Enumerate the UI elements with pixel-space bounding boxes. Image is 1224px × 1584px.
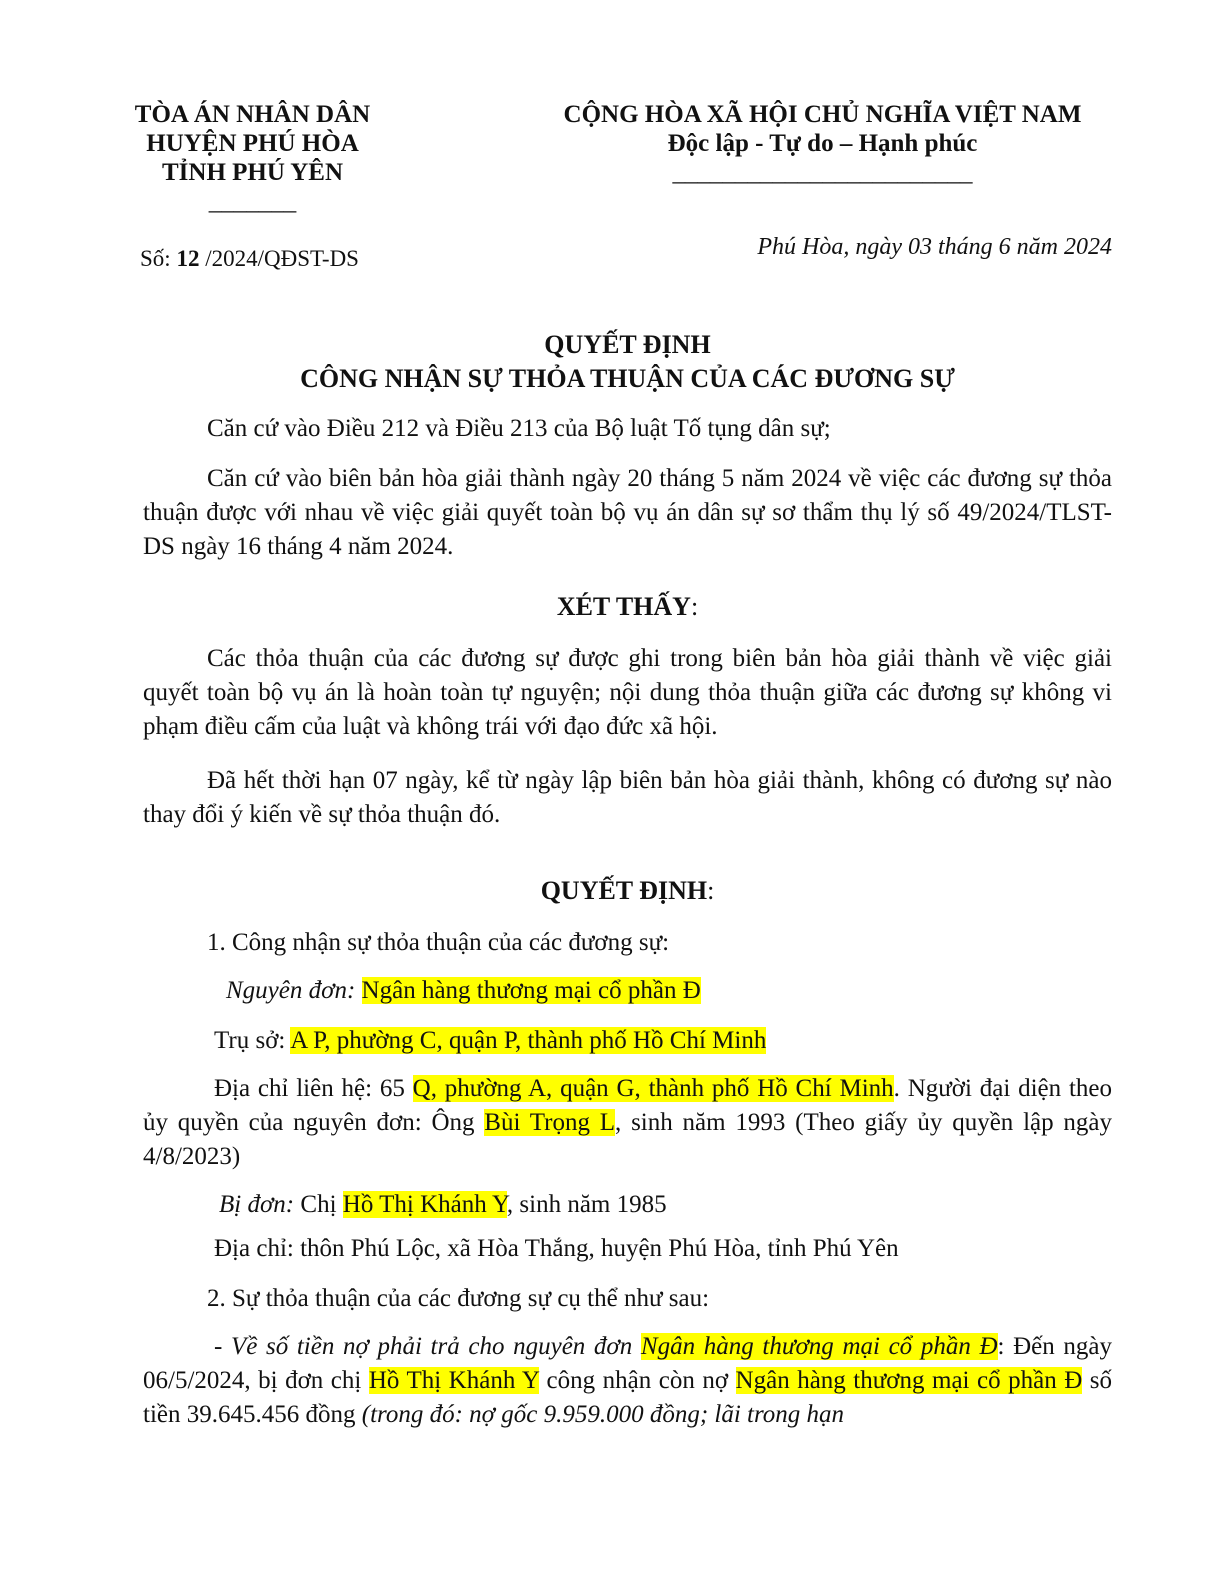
decision-heading-text: QUYẾT ĐỊNH bbox=[540, 876, 708, 905]
office-address: A P, phường C, quận P, thành phố Hồ Chí Minh bbox=[290, 1027, 767, 1054]
decision-heading-colon: : bbox=[707, 876, 715, 905]
court-rule: _______ bbox=[208, 188, 297, 215]
nation-header bbox=[530, 100, 1115, 187]
decision-heading bbox=[143, 876, 1112, 906]
plaintiff-name: Ngân hàng thương mại cổ phần Đ bbox=[361, 977, 701, 1004]
debt-text-3: số tiền 39.645.456 đồng bbox=[143, 1367, 1112, 1428]
representative-text-2: , sinh năm 1993 (Theo giấy ủy quyền lập ngày 4/8/2023) bbox=[143, 1109, 1112, 1170]
title-line1: QUYẾT ĐỊNH bbox=[544, 330, 711, 359]
debt-text-1: : Đến ngày 06/5/2024, bị đơn chị bbox=[143, 1333, 1112, 1394]
office-line bbox=[143, 1024, 1112, 1058]
number-suffix: /2024/QĐST-DS bbox=[199, 246, 359, 271]
nation-motto: Độc lập - Tự do – Hạnh phúc bbox=[667, 130, 978, 157]
debt-bank-name: Ngân hàng thương mại cổ phần Đ bbox=[640, 1333, 998, 1360]
debt-paragraph bbox=[143, 1330, 1112, 1432]
debt-intro: - Về số tiền nợ phải trả cho nguyên đơn bbox=[214, 1333, 641, 1360]
court-name-line1: TÒA ÁN NHÂN DÂN bbox=[134, 101, 371, 128]
defendant-line bbox=[143, 1188, 1112, 1222]
defendant-address: Địa chỉ: thôn Phú Lộc, xã Hòa Thắng, huyện Phú Hòa, tỉnh Phú Yên bbox=[214, 1235, 899, 1262]
court-name-line3: TỈNH PHÚ YÊN bbox=[161, 159, 344, 186]
representative-name: Bùi Trọng L bbox=[484, 1109, 616, 1136]
document-title bbox=[143, 328, 1112, 396]
plaintiff-label: Nguyên đơn: bbox=[226, 977, 356, 1004]
defendant-label: Bị đơn: bbox=[219, 1191, 295, 1218]
place-date: Phú Hòa, ngày 03 tháng 6 năm 2024 bbox=[757, 234, 1112, 260]
contact-label: Địa chỉ liên hệ: 65 bbox=[214, 1075, 413, 1102]
title-line2: CÔNG NHẬN SỰ THỎA THUẬN CỦA CÁC ĐƯƠNG SỰ bbox=[300, 364, 955, 393]
debt-bank-name-2: Ngân hàng thương mại cổ phần Đ bbox=[735, 1367, 1083, 1394]
decision-item-1: 1. Công nhận sự thỏa thuận của các đương sự: bbox=[207, 929, 670, 956]
document-number bbox=[140, 246, 359, 272]
court-name-line2: HUYỆN PHÚ HÒA bbox=[146, 130, 359, 157]
court-header bbox=[110, 100, 395, 216]
plaintiff-line bbox=[143, 974, 1112, 1008]
findings-heading-colon: : bbox=[690, 592, 699, 621]
office-label: Trụ sở: bbox=[214, 1027, 291, 1054]
findings-paragraph-1: Các thỏa thuận của các đương sự được ghi trong biên bản hòa giải thành về việc giải quyết toàn bộ vụ án là hoàn toàn tự nguyện; nội dung thỏa thuận giữa các đương sự không vi phạm điều cấm của luật và không trái với đạo đức xã hội. bbox=[143, 645, 1112, 740]
decision-item-2: 2. Sự thỏa thuận của các đương sự cụ thể như sau: bbox=[207, 1285, 710, 1312]
basis-paragraph-2: Căn cứ vào biên bản hòa giải thành ngày 20 tháng 5 năm 2024 về việc các đương sự thỏa thuận được với nhau về việc giải quyết toàn bộ vụ án dân sự sơ thẩm thụ lý số 49/2024/TLST-DS ngày 16 tháng 4 năm 2024. bbox=[143, 465, 1112, 560]
findings-heading-text: XÉT THẤY bbox=[556, 592, 691, 621]
representative-text-1: . Người đại diện theo ủy quyền của nguyên đơn: Ông bbox=[143, 1075, 1112, 1136]
debt-person-name: Hồ Thị Khánh Y bbox=[368, 1367, 540, 1394]
findings-heading bbox=[143, 592, 1112, 622]
defendant-name: Hồ Thị Khánh Y bbox=[342, 1191, 507, 1218]
defendant-prefix: Chị bbox=[294, 1191, 343, 1218]
nation-name: CỘNG HÒA XÃ HỘI CHỦ NGHĨA VIỆT NAM bbox=[563, 101, 1082, 128]
debt-text-2: công nhận còn nợ bbox=[539, 1367, 736, 1394]
contact-paragraph bbox=[143, 1072, 1112, 1174]
defendant-suffix: , sinh năm 1985 bbox=[506, 1191, 667, 1218]
number-prefix: Số: bbox=[140, 246, 177, 271]
basis-paragraph-1: Căn cứ vào Điều 212 và Điều 213 của Bộ luật Tố tụng dân sự; bbox=[207, 415, 831, 442]
nation-rule: ________________________ bbox=[672, 159, 973, 186]
debt-text-4: (trong đó: nợ gốc 9.959.000 đồng; lãi trong hạn bbox=[361, 1401, 845, 1428]
findings-paragraph-2: Đã hết thời hạn 07 ngày, kể từ ngày lập biên bản hòa giải thành, không có đương sự nào thay đổi ý kiến về sự thỏa thuận đó. bbox=[143, 767, 1112, 828]
number-value: 12 bbox=[176, 246, 200, 271]
contact-address: Q, phường A, quận G, thành phố Hồ Chí Minh bbox=[412, 1075, 894, 1102]
